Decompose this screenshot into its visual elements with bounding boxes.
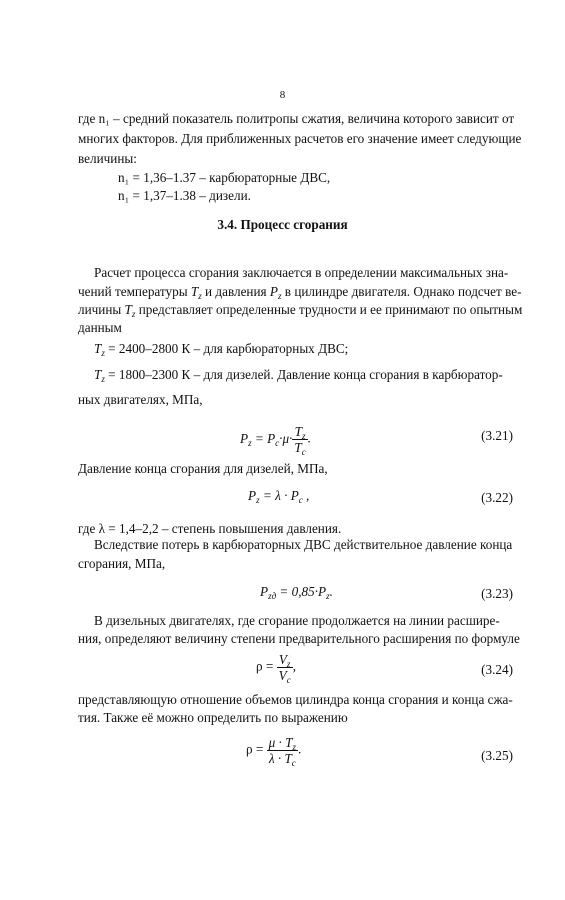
equation-3-24 bbox=[256, 652, 296, 683]
eq-3-21-fraction bbox=[292, 424, 307, 455]
para2-line4: данным bbox=[78, 320, 122, 335]
diesel-pressure-label: Давление конца сгорания для дизелей, МПа, bbox=[78, 461, 328, 476]
eq-3-25-lhs: ρ = bbox=[246, 741, 264, 757]
eq-3-23-number: (3.23) bbox=[481, 586, 513, 601]
para4-line2: ния, определяют величину степени предварительного расширения по формуле bbox=[78, 631, 520, 646]
eq-3-25-fraction bbox=[267, 735, 298, 766]
para2-line1: Расчет процесса сгорания заключается в определении максимальных зна- bbox=[94, 265, 509, 280]
n1-item-diesel: n₁ = 1,37–1.38 – дизели. bbox=[118, 188, 251, 203]
equation-3-22: $P_z = \lambda \cdot P_c$ , bbox=[248, 488, 310, 505]
eq-3-21-tail: . bbox=[307, 430, 311, 446]
eq-3-21-numerator: $T_z$ bbox=[292, 424, 307, 440]
eq-3-21-denominator: $T_c$ bbox=[294, 440, 306, 457]
page-number: 8 bbox=[279, 89, 286, 101]
eq-3-24-tail: , bbox=[292, 658, 296, 674]
para1-line1: где n₁ – средний показатель политропы сжатия, величина которого зависит от bbox=[78, 111, 515, 126]
para5-line1: представляющую отношение объемов цилиндра конца сгорания и конца сжа- bbox=[78, 692, 513, 707]
lambda-line: где λ = 1,4–2,2 – степень повышения давления. bbox=[78, 521, 342, 536]
para2-line2: чений температуры $T_z$ и давления $P_z$ в цилиндре двигателя. Однако подсчет ве- bbox=[78, 284, 522, 301]
eq-3-22-number: (3.22) bbox=[481, 490, 513, 505]
eq-3-21-lhs: $P_z = P_c\cdot\mu\cdot$ bbox=[240, 430, 293, 448]
para3-line2: сгорания, МПа, bbox=[78, 556, 166, 571]
eq-3-24-fraction bbox=[277, 652, 293, 683]
eq-3-24-number: (3.24) bbox=[481, 662, 513, 677]
equation-3-25 bbox=[246, 735, 301, 766]
eq-3-25-number: (3.25) bbox=[481, 748, 513, 763]
tz-diesel-cont-line: ных двигателях, МПа, bbox=[78, 392, 203, 407]
n1-item-carb: n₁ = 1,36–1.37 – карбюраторные ДВС, bbox=[118, 170, 331, 185]
para4-line1: В дизельных двигателях, где сгорание продолжается на линии расшире- bbox=[94, 613, 500, 628]
equation-3-23: $P_{zд} = 0,85\cdot P_z$. bbox=[260, 584, 333, 601]
eq-3-24-numerator: $V_z$ bbox=[277, 652, 293, 668]
para5-line2: тия. Также её можно определить по выражению bbox=[78, 710, 348, 725]
eq-3-24-lhs: ρ = bbox=[256, 658, 274, 674]
section-title: 3.4. Процесс сгорания bbox=[217, 217, 348, 232]
para1-line3: величины: bbox=[78, 151, 137, 166]
eq-3-24-denominator: $V_c$ bbox=[278, 668, 291, 685]
tz-diesel-line: $T_z = 1800-2300$ К – для дизелей. Давление конца сгорания в карбюратор- bbox=[94, 367, 503, 384]
eq-3-25-tail: . bbox=[298, 741, 302, 757]
para3-line1: Вследствие потерь в карбюраторных ДВС действительное давление конца bbox=[94, 537, 513, 552]
para1-line2: многих факторов. Для приближенных расчетов его значение имеет следующие bbox=[78, 131, 522, 146]
eq-3-25-numerator: $\mu \cdot T_z$ bbox=[268, 735, 296, 752]
equation-3-21 bbox=[240, 424, 311, 455]
tz-carb-line: $T_z = 2400-2800$ К – для карбюраторных ДВС; bbox=[94, 341, 349, 358]
eq-3-21-number: (3.21) bbox=[481, 428, 513, 443]
eq-3-25-denominator: $\lambda \cdot T_c$ bbox=[268, 751, 296, 768]
para2-line3: личины $T_z$ представляет определенные трудности и ее принимают по опытным bbox=[78, 302, 523, 319]
